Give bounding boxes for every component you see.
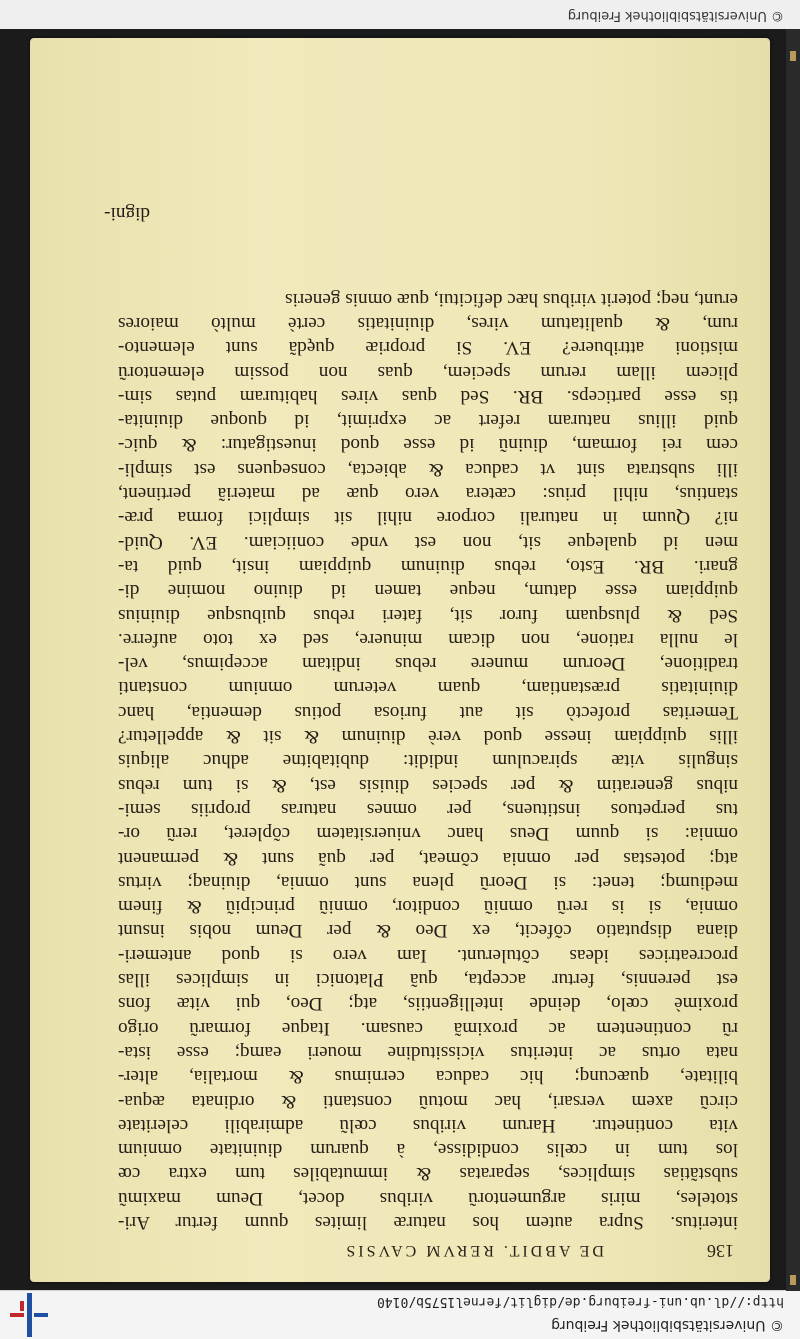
page-number: 136 — [707, 1241, 734, 1261]
text-line: plicem illam rerum speciem, quas non possim elementorũ — [118, 361, 738, 383]
footer-bar — [0, 0, 800, 29]
body-text — [118, 286, 738, 1234]
text-line: le nulla ratione, non dicam minuere, sed ex toto auferre. — [118, 628, 738, 650]
footer-copyright: © Universitätsbibliothek Freiburg — [567, 8, 784, 23]
text-line: nibus generatim & per species diuisis est, & si tum rebus — [118, 774, 738, 796]
source-url-link[interactable]: http://dl.ub.uni-freiburg.de/diglit/fernel1575b/0140 — [377, 1294, 784, 1309]
text-line: atq; potestas per omnia cõmeat, per quã sunt & permanent — [118, 847, 738, 869]
copyright-text: © Universitätsbibliothek Freiburg — [551, 1317, 784, 1333]
text-line: rũ continentem ac proximã causam. Itaque formarũ origo — [118, 1017, 738, 1039]
university-logo-icon — [8, 1293, 52, 1337]
text-line: circũ axem versari, hac motuũ constanti & ordinata æqua- — [118, 1090, 738, 1112]
text-line: men id qualeque sit, non est vnde coniiciam. EV. Quid- — [118, 531, 738, 553]
text-line: interitus. Supra autem hos naturæ limites quum fertur Ari- — [118, 1212, 738, 1233]
text-line: proximè cœlo, deinde intelligentiis, atq; Deo, qui vitæ fons — [118, 993, 738, 1015]
text-line: diana disputatio cõfecit, ex Deo & per Deum nobis insunt — [118, 920, 738, 942]
text-line: gnari. BR. Esto, rebus diuinum quippiam insit, quid ta- — [118, 555, 738, 577]
text-line: stoteles, miris argumentorũ viribus docet, Deum maximũ — [118, 1187, 738, 1209]
text-line: omnia, si is rerũ omniũ conditor, omniũ principiũ & finem — [118, 896, 738, 918]
book-page — [30, 38, 770, 1282]
text-line: nata ortus ac interitus vicissitudine moueri eamq; esse ista- — [118, 1041, 738, 1063]
text-line: tus perpetuos instituens, per omnes naturas propriis semi- — [118, 798, 738, 820]
text-line: quid illius naturam refert ac exprimit, id quoque diuinita- — [118, 410, 738, 432]
text-line: Sed & plusquam furor sit, fateri rebus quibusque diuinius — [118, 604, 738, 626]
book-edge — [786, 29, 800, 1291]
text-line: erunt, neq; poterit viribus hæc deficitui, quæ omnis generis — [285, 288, 738, 310]
text-line: bilitate, quæcunq; hic caduca cernimus & mortalia, alter- — [118, 1066, 738, 1088]
catchword: digni- — [104, 203, 150, 224]
text-line: los tum in cœlis condidisse, à quarum diuinitate omnium — [118, 1139, 738, 1161]
text-line: illis quippiam inesse quod verè diuinum & sit & appelletur? — [118, 726, 738, 748]
text-line: quippiam esse datum, neque tamen id diuino nomine di- — [118, 580, 738, 602]
text-line: rum, & qualitatum vires, diuinitatis certè multò maiores — [118, 313, 738, 335]
text-line: stantius, nihil prius: cætera vero quæ ad materiã pertinent, — [118, 483, 738, 505]
header-info — [377, 1293, 784, 1333]
text-line: omnia: si quum Deus hanc vniuersitatem cõpleret, rerũ or- — [118, 823, 738, 845]
text-line: est perennis, fertur accepta, quã Platonici in simplices illas — [118, 969, 738, 991]
text-line: vita continetur. Harum viribus cœlũ admirabili celeritate — [118, 1114, 738, 1136]
text-line: Temeritas profectò sit aut furiosa potius dementia, hanc — [118, 701, 738, 723]
text-line: diuinitatis præstantiam, quam veterum omnium constanti — [118, 677, 738, 699]
text-line: ni? Quum in naturali corpore nihil sit simplici forma præ- — [118, 507, 738, 529]
text-line: illi substrata sint vt caduca & abiecta, consequens est simpli- — [118, 458, 738, 480]
text-line: singulis vitæ spiraculum indidit: dubitabitne adhuc aliquis — [118, 750, 738, 772]
text-line: traditione, Deorum munere rebus inditam accepimus, vel- — [118, 653, 738, 675]
text-line: substãtias simplices, separatas & immutabiles tum extra cœ — [118, 1163, 738, 1185]
text-line: mistioni attribuere? EV. Si propriæ quędã sunt elemento- — [118, 337, 738, 359]
text-line: mediumq; tenet: si Deorũ plena sunt omnia, diuinaq; virtus — [118, 871, 738, 893]
header-bar — [0, 1290, 800, 1339]
text-line: cem rei formam, diuinũ id esse quod inuestigatur: & quic- — [118, 434, 738, 456]
running-title: DE ABDIT. RERVM CAVSIS — [343, 1242, 604, 1259]
text-line: procreatrices ideas cõtulerunt. Iam vero si quod antemeri- — [118, 944, 738, 966]
text-line: tis esse particeps. BR. Sed quas vires habituram putas sim- — [118, 385, 738, 407]
